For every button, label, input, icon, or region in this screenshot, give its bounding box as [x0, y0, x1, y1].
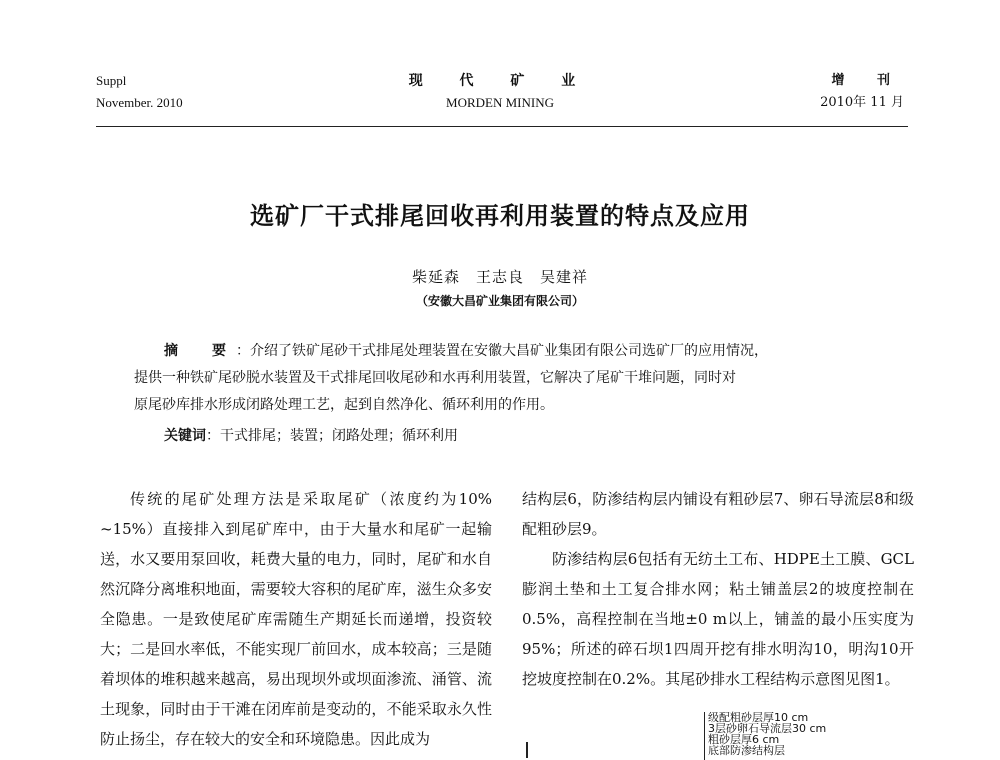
body-left-column: [100, 484, 492, 754]
figure-leader-line: [704, 712, 705, 760]
keywords-text: ：干式排尾；装置；闭路处理；循环利用: [206, 428, 458, 444]
header-rule: [96, 126, 908, 127]
article-title: 选矿厂干式排尾回收再利用装置的特点及应用: [250, 202, 750, 230]
issue-date-cn: 2010年 11 月: [820, 95, 904, 110]
body-right-column: [522, 484, 914, 694]
figure-edge-mark: [526, 742, 528, 758]
abstract-line-2: 提供一种铁矿尾砂脱水装置及干式排尾回收尾砂和水再利用装置，它解决了尾矿干堆问题，同时对: [134, 370, 736, 386]
keywords-label: 关键词: [164, 428, 206, 444]
issue-info: [820, 70, 904, 114]
figure-label: 底部防渗结构层: [708, 744, 785, 757]
journal-name-en: MORDEN MINING: [446, 95, 554, 110]
figure-label: 3层砂卵石导流层30 cm: [708, 722, 827, 735]
article-authors: 柴延森 王志良 吴建祥: [411, 268, 588, 286]
author-affiliation: （安徽大昌矿业集团有限公司）: [415, 294, 584, 308]
abstract-label: 摘 要: [164, 343, 236, 359]
issue-date-en: November. 2010: [96, 95, 183, 110]
abstract-line-3: 原尾砂库排水形成闭路处理工艺，起到自然净化、循环利用的作用。: [134, 397, 554, 413]
journal-name-cn: 现 代 矿 业: [408, 73, 592, 89]
figure-1-labels: [708, 712, 826, 756]
body-paragraph: 防渗结构层6包括有无纺土工布、HDPE土工膜、GCL膨润土垫和土工复合排水网；粘土铺盖层2的坡度控制在0.5%，高程控制在当地±0 m以上，铺盖的最小压实度为95%；所述的碎石坝1四周开挖有排水明沟10，明沟10开挖坡度控制在0.2%。其尾砂排水工程结构示意图见图1。: [522, 550, 914, 688]
abstract: [134, 338, 879, 419]
supplement-cn: 增 刊: [831, 73, 904, 88]
figure-label: 粗砂层厚6 cm: [708, 733, 780, 746]
supplement-text: Suppl: [96, 73, 127, 88]
abstract-line-1: ：介绍了铁矿尾砂干式排尾处理装置在安徽大昌矿业集团有限公司选矿厂的应用情况，: [236, 343, 768, 359]
body-paragraph: 传统的尾矿处理方法是采取尾矿（浓度约为10% ~15%）直接排入到尾矿库中，由于大量水和尾矿一起输送，水又要用泵回收，耗费大量的电力，同时，尾矿和水自然沉降分离堆积地面，需要较大容积的尾矿库，滋生众多安全隐患。一是致使尾矿库需随生产期延长而递增，投资较大；二是回水率低，不能实现厂前回水，成本较高；三是随着坝体的堆积越来越高，易出现坝外或坝面渗流、涌管、流土现象，同时由于干滩在闭库前是变动的，不能采取永久性防止扬尘，存在较大的安全和环境隐患。因此成为: [100, 490, 492, 748]
body-paragraph: 结构层6，防渗结构层内铺设有粗砂层7、卵石导流层8和级配粗砂层9。: [522, 490, 914, 538]
keywords: [164, 425, 458, 445]
figure-label: 级配粗砂层厚10 cm: [708, 711, 809, 724]
